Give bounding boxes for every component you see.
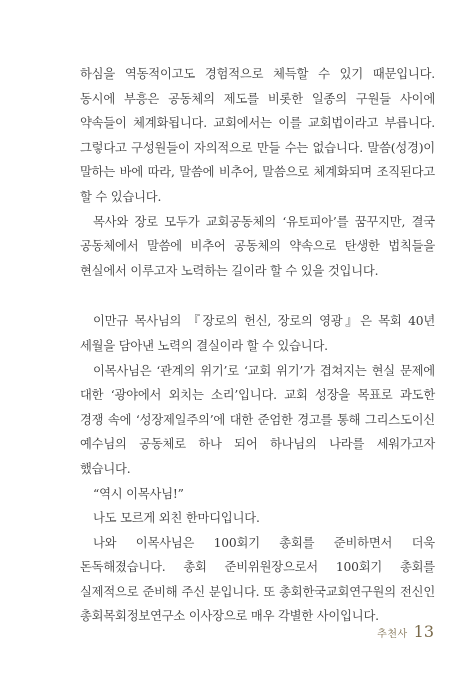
paragraph-assembly: 나와 이목사님은 100회기 총회를 준비하면서 더욱 돈독해졌습니다. 총회 준비위원장으로서 100회기 총회를 실제적으로 준비해 주신 분입니다. 또 총회한국교회연구원의 전신인 총회목회정보연구소 이사장으로 매우 각별한 사이입니다. <box>80 535 435 624</box>
paragraph-continued: 하심을 역동적이고도 경험적으로 체득할 수 있기 때문입니다. 동시에 부흥은 공동체의 제도를 비롯한 일종의 구원들 사이에 약속들이 체계화됩니다. 교회에서는 이를 교회법이라고 부릅니다. 그렇다고 구성원들이 자의적으로 만들 수는 없습니다. 말씀(성경)이 말하는 바에 따라, 말씀에 비추어, 말씀으로 체계화되며 조직된다고 할 수 있습니다. <box>80 67 435 204</box>
paragraph-quote: “역시 이목사님!” <box>93 486 184 501</box>
page-body <box>80 62 435 629</box>
paragraph-book: 이만규 목사님의 『장로의 헌신, 장로의 영광』은 목회 40년 세월을 담아낸 노력의 결실이라 할 수 있습니다. <box>80 314 435 353</box>
page-footer <box>377 622 434 641</box>
paragraph-crisis: 이목사님은 ‘관계의 위기’로 ‘교회 위기’가 겹쳐지는 현실 문제에 대한 ‘광야에서 외치는 소리’입니다. 교회 성장을 목표로 과도한 경쟁 속에 ‘성장제일주의’에 대한 준엄한 경고를 통해 그리스도이신 예수님의 공동체로 하나 되어 하나님의 나라를 세워가고자 했습니다. <box>80 363 435 476</box>
page-number: 13 <box>413 622 434 641</box>
section-label: 추천사 <box>377 629 408 640</box>
section-gap <box>80 283 435 309</box>
paragraph-exclaim: 나도 모르게 외친 한마디입니다. <box>93 511 260 526</box>
paragraph-utopia: 목사와 장로 모두가 교회공동체의 ‘유토피아’를 꿈꾸지만, 결국 공동체에서 말씀에 비추어 공동체의 약속으로 탄생한 법칙들을 현실에서 이루고자 노력하는 길이라 할 수 있을 것입니다. <box>80 214 435 278</box>
